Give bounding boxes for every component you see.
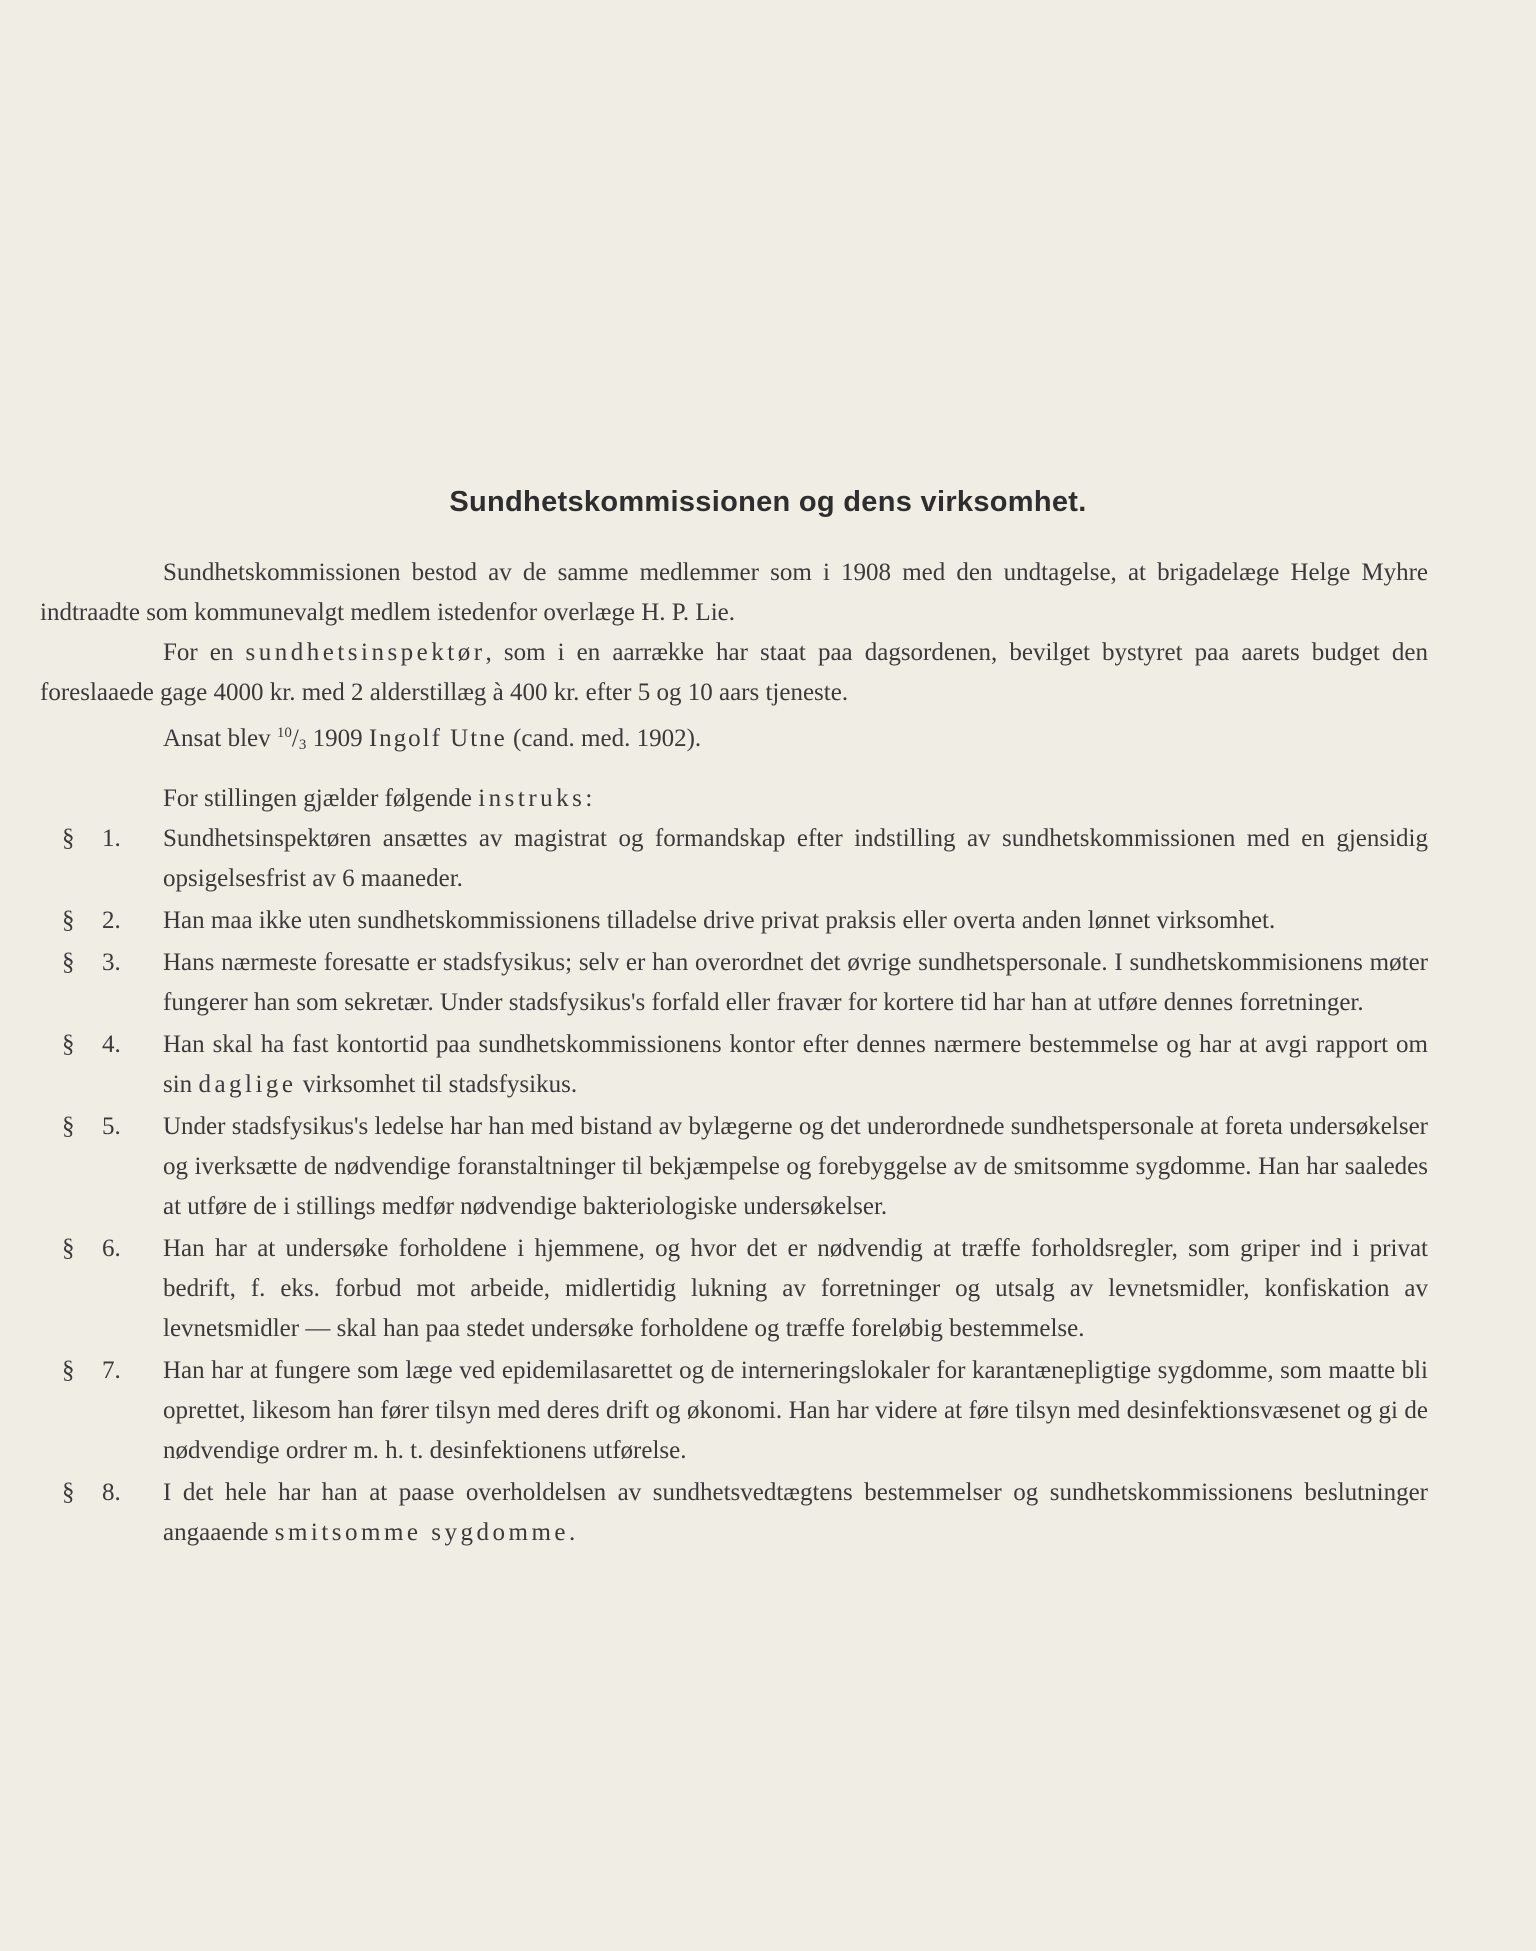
- p3-after: (cand. med. 1902).: [506, 725, 702, 752]
- section-4: [40, 1025, 1428, 1105]
- section-mark: [40, 1229, 163, 1269]
- p4-spaced-term: instruks:: [478, 785, 596, 812]
- section-sign: §: [62, 907, 75, 934]
- p4-before: For stillingen gjælder følgende: [163, 785, 479, 812]
- section-number: 5.: [102, 1113, 121, 1140]
- section-text: Han har at fungere som læge ved epidemilasarettet og de interneringslokaler for karantænepligtige sygdomme, som maatte bli oprettet, likesom han fører tilsyn med deres drift og økonomi. Han har videre at føre tilsyn med desinfektionsvæsenet og gi de nødvendige ordrer m. h. t. desinfektionens utførelse.: [163, 1357, 1428, 1464]
- section-number: 1.: [102, 825, 121, 852]
- section-text: Under stadsfysikus's ledelse har han med bistand av bylægerne og det underordnede sundhetspersonale at foreta undersøkelser og iverksætte de nødvendige foranstaltninger til bekjæmpelse og forebyggelse av de smitsomme sygdomme. Han har saaledes at utføre de i stillings medfør nødvendige bakteriologiske undersøkelser.: [163, 1113, 1428, 1220]
- section-number: 7.: [102, 1357, 121, 1384]
- p3-before: Ansat blev: [163, 725, 277, 752]
- document-body: [40, 553, 1428, 1555]
- section-sign: §: [62, 825, 75, 852]
- section-mark: [40, 1025, 163, 1065]
- section-mark: [40, 901, 163, 941]
- section-sign: §: [62, 1031, 75, 1058]
- intro-paragraph-3: [40, 713, 1428, 765]
- section-mark: [40, 1107, 163, 1147]
- section-number: 2.: [102, 907, 121, 934]
- section-sign: §: [62, 1479, 75, 1506]
- section-2: [40, 901, 1428, 941]
- intro-paragraph-1: Sundhetskommissionen bestod av de samme medlemmer som i 1908 med den undtagelse, at brigadelæge Helge Myhre indtraadte som kommunevalgt medlem istedenfor overlæge H. P. Lie.: [40, 559, 1428, 626]
- section-mark: [40, 943, 163, 983]
- section-3: [40, 943, 1428, 1023]
- section-1: [40, 819, 1428, 899]
- section-text: [163, 1025, 1428, 1105]
- section-spaced-term: smitsomme sygdomme: [274, 1519, 569, 1546]
- section-7: [40, 1351, 1428, 1471]
- intro-paragraph-4: [40, 779, 1428, 819]
- section-text: Sundhetsinspektøren ansættes av magistrat og formandskap efter indstilling av sundhetskommissionen med en gjensidig opsigelsesfrist av 6 maaneder.: [163, 825, 1428, 892]
- section-sign: §: [62, 1113, 75, 1140]
- section-text-after: .: [568, 1519, 576, 1546]
- section-sign: §: [62, 949, 75, 976]
- section-8: [40, 1473, 1428, 1553]
- p2-before: For en: [163, 639, 246, 666]
- date-slash: /: [291, 725, 299, 752]
- section-mark: [40, 1473, 163, 1513]
- date-month: 3: [298, 737, 307, 753]
- paragraph-gap: [40, 765, 1428, 779]
- appointee-name: Ingolf Utne: [368, 725, 507, 752]
- section-number: 4.: [102, 1031, 121, 1058]
- section-5: [40, 1107, 1428, 1227]
- intro-paragraph-2: [40, 633, 1428, 713]
- section-text: Han har at undersøke forholdene i hjemmene, og hvor det er nødvendig at træffe forholdsregler, som griper ind i privat bedrift, f. eks. forbud mot arbeide, midlertidig lukning av forretninger og utsalg av levnetsmidler, konfiskation av levnetsmidler — skal han paa stedet undersøke forholdene og træffe foreløbig bestemmelse.: [163, 1235, 1428, 1342]
- section-number: 3.: [102, 949, 121, 976]
- section-text-after: virksomhet til stadsfysikus.: [296, 1071, 578, 1098]
- page-title: Sundhetskommissionen og dens virksomhet.: [449, 486, 1087, 518]
- section-text: Hans nærmeste foresatte er stadsfysikus; selv er han overordnet det øvrige sundhetspersonale. I sundhetskommisionens møter fungerer han som sekretær. Under stadsfysikus's forfald eller fravær for kortere tid har han at utføre dennes forretninger.: [163, 949, 1428, 1016]
- section-sign: §: [62, 1235, 75, 1262]
- p2-after: , som i en aarrække har staat paa dagsordenen, bevilget bystyret paa aarets budget den foreslaaede gage 4000 kr. med 2 alderstillæg à 400 kr. efter 5 og 10 aars tjeneste.: [40, 639, 1428, 706]
- section-6: [40, 1229, 1428, 1349]
- section-spaced-term: daglige: [198, 1071, 297, 1098]
- section-number: 8.: [102, 1479, 121, 1506]
- section-number: 6.: [102, 1235, 121, 1262]
- section-text: Han maa ikke uten sundhetskommissionens tilladelse drive privat praksis eller overta anden lønnet virksomhet.: [163, 907, 1276, 934]
- section-text-before: I det hele har han at paase overholdelsen av sundhetsvedtægtens bestemmelser og sundhetskommissionens beslutninger angaaende: [163, 1479, 1428, 1546]
- section-text-before: Han skal ha fast kontortid paa sundhetskommissionens kontor efter dennes nærmere bestemmelse og har at avgi rapport om sin: [163, 1031, 1428, 1098]
- p2-spaced-term: sundhetsinspektør: [245, 639, 486, 666]
- date-day: 10: [276, 725, 292, 741]
- section-mark: [40, 819, 163, 859]
- p3-year: 1909: [306, 725, 369, 752]
- section-sign: §: [62, 1357, 75, 1384]
- section-mark: [40, 1351, 163, 1391]
- section-text: [163, 1473, 1428, 1553]
